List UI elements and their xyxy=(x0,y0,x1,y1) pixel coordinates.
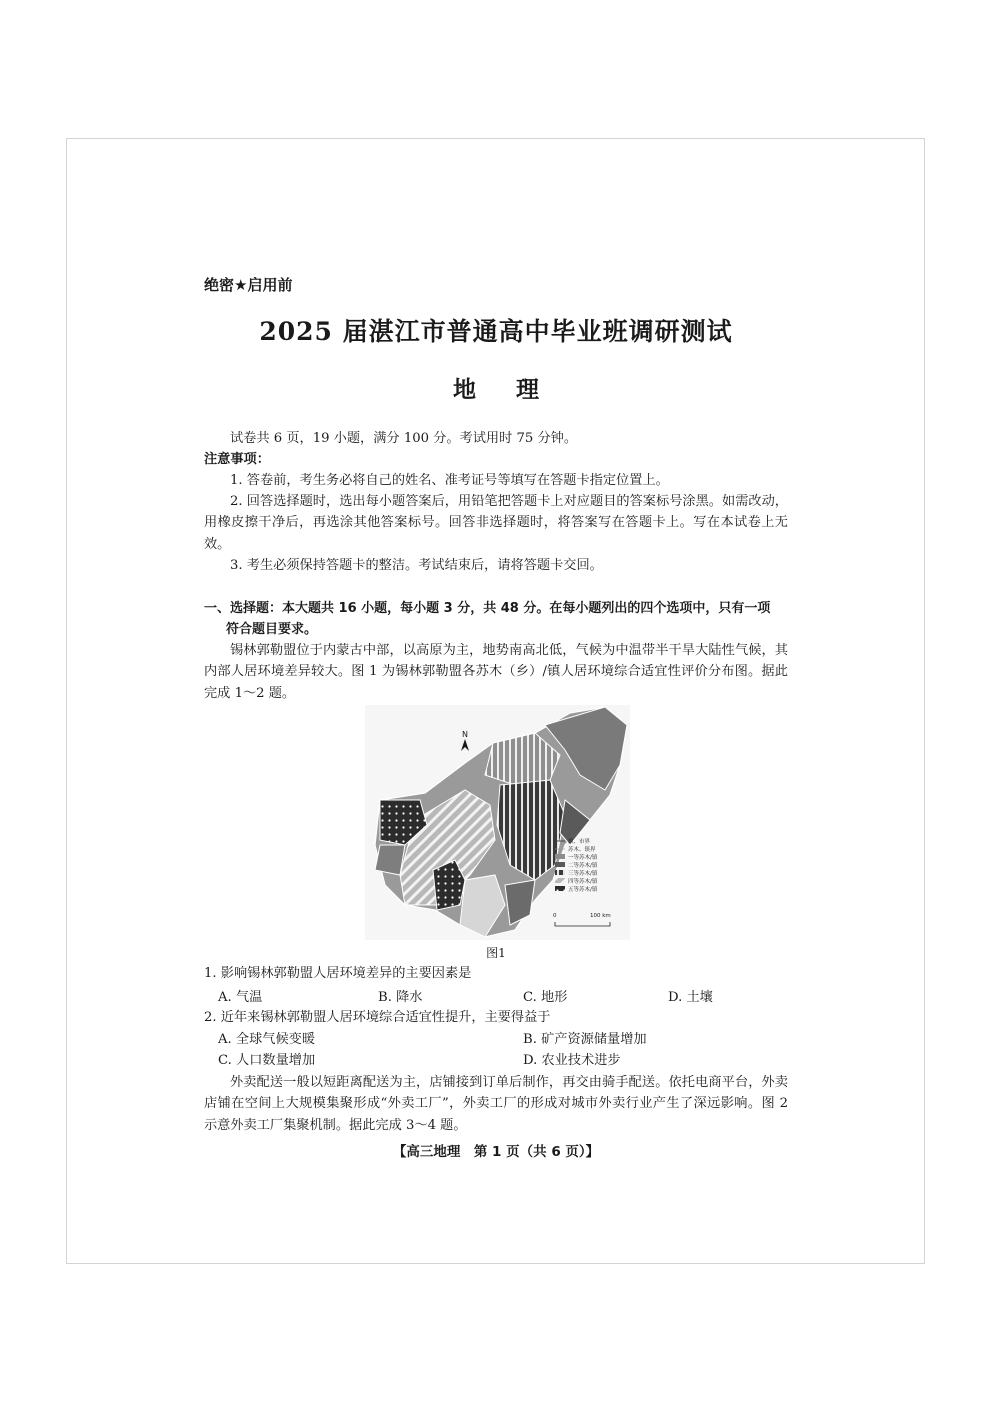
legend-entry: 三等苏木/镇 xyxy=(568,871,598,877)
question-2-stem: 2. 近年来锡林郭勒盟人居环境综合适宜性提升，主要得益于 xyxy=(204,1010,551,1025)
map-svg xyxy=(365,705,630,940)
page-footer: 【高三地理 第 1 页（共 6 页）】 xyxy=(392,1144,600,1160)
q2-option-c[interactable]: C. 人口数量增加 xyxy=(218,1053,316,1068)
note-item: 1. 答卷前，考生务必将自己的姓名、准考证号等填写在答题卡指定位置上。 xyxy=(230,473,669,488)
note-item: 3. 考生必须保持答题卡的整洁。考试结束后，请将答题卡交回。 xyxy=(230,558,603,573)
q1-option-b[interactable]: B. 降水 xyxy=(378,990,423,1005)
map-region xyxy=(375,845,405,875)
legend-entry: 四等苏木/镇 xyxy=(568,879,598,885)
question-1-stem: 1. 影响锡林郭勒盟人居环境差异的主要因素是 xyxy=(204,966,472,981)
scale-label: 100 km xyxy=(590,913,611,919)
confidential-label: 绝密★启用前 xyxy=(204,276,293,294)
q2-option-b[interactable]: B. 矿产资源储量增加 xyxy=(523,1032,647,1047)
note-item: 2. 回答选择题时，选出每小题答案后，用铅笔把答题卡上对应题目的答案标号涂黑。如需改动，用橡皮擦干净后，再选涂其他答案标号。回答非选择题时，将答案写在答题卡上。写在本试卷上无效。 xyxy=(204,494,788,552)
section-heading-cont: 符合题目要求。 xyxy=(226,622,318,637)
legend-entry: 一等苏木/镇 xyxy=(568,855,598,861)
subject-char: 理 xyxy=(516,377,539,403)
q2-option-a[interactable]: A. 全球气候变暖 xyxy=(218,1032,316,1047)
q1-option-a[interactable]: A. 气温 xyxy=(218,990,263,1005)
q1-option-d[interactable]: D. 土壤 xyxy=(668,990,713,1005)
north-label: N xyxy=(462,730,468,739)
legend-entry: 二等苏木/镇 xyxy=(568,863,598,869)
legend-entry: 旗、市界 xyxy=(568,839,591,845)
notes-heading: 注意事项： xyxy=(204,452,270,467)
q1-option-c[interactable]: C. 地形 xyxy=(523,990,568,1005)
figure-1-caption: 图1 xyxy=(486,946,506,960)
legend-entry: 苏木、镇界 xyxy=(568,847,596,853)
section-heading: 一、选择题：本大题共 16 小题，每小题 3 分，共 48 分。在每小题列出的四个选项中，只有一项 xyxy=(204,601,771,616)
legend-entry: 五等苏木/镇 xyxy=(568,887,598,893)
q2-option-d[interactable]: D. 农业技术进步 xyxy=(523,1053,621,1068)
passage-2: 外卖配送一般以短距离配送为主，店铺接到订单后制作，再交由骑手配送。依托电商平台，外卖店铺在空间上大规模集聚形成“外卖工厂”，外卖工厂的形成对城市外卖行业产生了深远影响。图 2 示意外卖工厂集聚机制。据此完成 3～4 题。 xyxy=(204,1075,788,1133)
exam-title: 2025 届湛江市普通高中毕业班调研测试 xyxy=(259,317,733,346)
subject-title xyxy=(0,371,992,404)
passage-1: 锡林郭勒盟位于内蒙古中部，以高原为主，地势南高北低，气候为中温带半干旱大陆性气候，其内部人居环境差异较大。图 1 为锡林郭勒盟各苏木（乡）/镇人居环境综合适宜性评价分布图。据此完成 1～2 题。 xyxy=(204,643,788,701)
figure-1-map xyxy=(365,705,630,940)
scale-zero: 0 xyxy=(553,913,557,919)
subject-char: 地 xyxy=(453,377,476,403)
exam-info: 试卷共 6 页，19 小题，满分 100 分。考试用时 75 分钟。 xyxy=(230,431,578,446)
